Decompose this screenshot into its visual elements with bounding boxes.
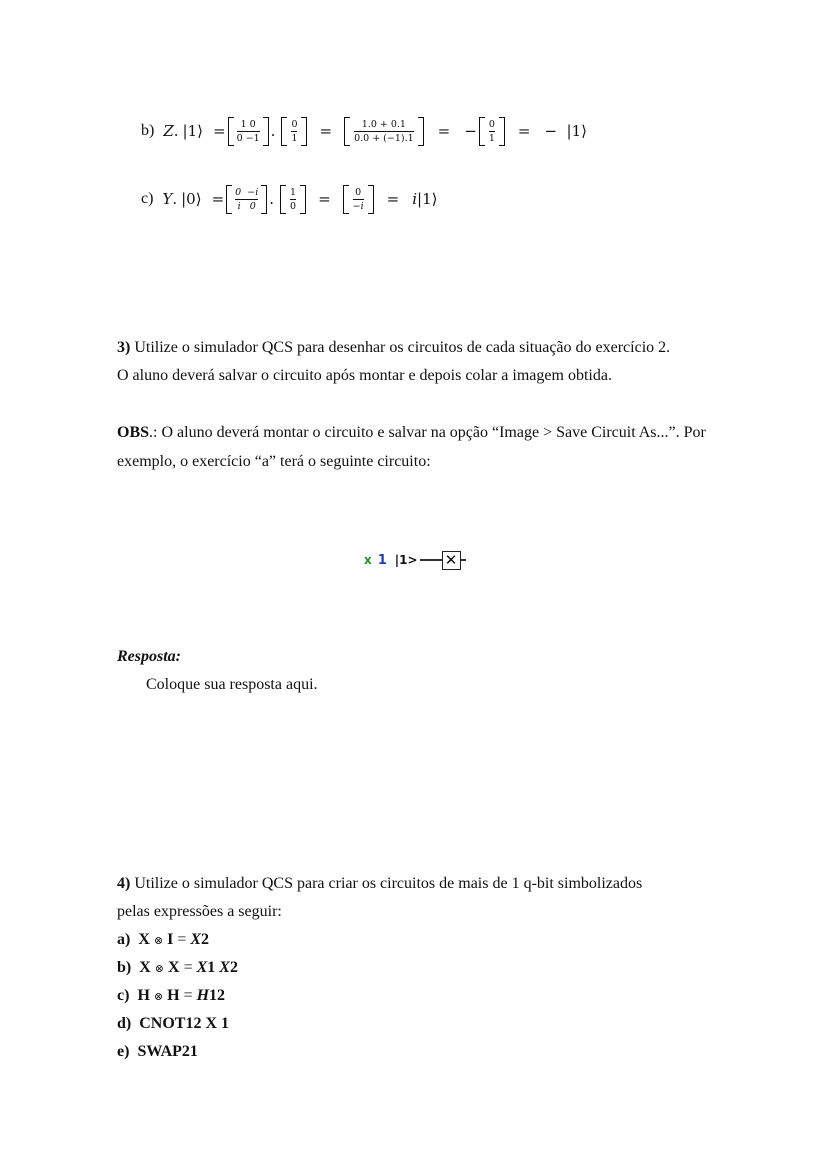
circuit-x-label: x <box>364 553 372 567</box>
vector-top: 0 <box>291 118 298 130</box>
equals-sign: = <box>437 122 451 140</box>
q4-line-2: pelas expressões a seguir: <box>117 903 282 920</box>
equals-sign: = <box>183 959 193 976</box>
equals-sign: = <box>318 190 331 208</box>
matrix-row-2: i 0 <box>237 200 256 212</box>
operator-x: X <box>139 959 151 976</box>
vector-bottom: 0 <box>290 200 297 212</box>
result-index: 2 <box>229 959 238 976</box>
equals-sign: = <box>183 987 193 1004</box>
z-matrix <box>228 117 269 146</box>
x-gate-icon <box>442 551 461 570</box>
result-operator: X <box>190 931 202 948</box>
ket-one: |1⟩ <box>182 122 203 140</box>
z-operator: Z <box>163 122 174 140</box>
equation-b <box>141 111 587 151</box>
y-matrix <box>226 185 267 214</box>
operator-i: I <box>167 931 174 948</box>
result-ket: |1⟩ <box>417 190 438 208</box>
vector-top: 0 <box>488 118 495 130</box>
q4-text: Utilize o simulador QCS para criar os circuitos de mais de 1 q-bit simbolizados <box>130 875 643 892</box>
equals-sign: = <box>319 122 333 140</box>
q4-item-c <box>117 986 225 1007</box>
circuit-wire <box>461 559 466 560</box>
product-vector <box>344 117 424 146</box>
equation-c <box>141 179 438 219</box>
vector-bottom: −i <box>352 200 364 212</box>
equals-sign: = <box>177 931 187 948</box>
q4-item-e <box>117 1042 198 1062</box>
q3-text: Utilize o simulador QCS para desenhar os circuitos de cada situação do exercício 2. <box>130 339 671 356</box>
result-index: 12 <box>209 987 226 1004</box>
operator-x: X <box>138 931 150 948</box>
ket-vector <box>281 117 307 146</box>
vector-top: 1 <box>290 186 297 198</box>
matrix-row-1: 0 −i <box>235 186 259 198</box>
result-operator: X <box>196 959 208 976</box>
item-label: e) <box>117 1043 130 1060</box>
item-text: SWAP21 <box>137 1043 198 1060</box>
dot-operator: . <box>269 190 275 208</box>
matrix-row-2: 0 −1 <box>236 132 260 144</box>
vector-top: 1.0 + 0.1 <box>361 118 406 130</box>
result-operator: H <box>196 987 210 1004</box>
tensor-product-icon: ⊗ <box>153 991 164 1003</box>
dot-operator: . <box>270 122 276 140</box>
q4-line-1 <box>117 874 642 894</box>
result-index: 2 <box>201 931 210 948</box>
result-vector <box>479 117 505 146</box>
imaginary-unit: i <box>412 190 418 208</box>
result-index: 1 <box>207 959 220 976</box>
obs-text: .: O aluno deverá montar o circuito e salvar na opção “Image > Save Circuit As...”. Por <box>149 424 706 441</box>
q4-item-a <box>117 930 209 951</box>
q4-item-d <box>117 1014 229 1034</box>
operator-x: X <box>168 959 180 976</box>
gate-symbol: ✕ <box>444 550 458 569</box>
dot-operator: . <box>172 190 178 208</box>
q3-line-1 <box>117 338 670 358</box>
y-operator: Y <box>162 190 173 208</box>
item-label-b: b) <box>141 122 155 139</box>
ket-vector <box>280 185 306 214</box>
result-operator: X <box>219 959 230 976</box>
q3-number: 3) <box>117 339 131 356</box>
result-ket: − |1⟩ <box>544 122 587 140</box>
circuit-example <box>364 548 466 572</box>
circuit-qubit-index: 1 <box>377 552 387 568</box>
equals-sign: = <box>517 122 531 140</box>
obs-label: OBS <box>117 424 150 441</box>
item-label: a) <box>117 931 131 948</box>
matrix-row-1: 1 0 <box>240 118 256 130</box>
result-vector <box>343 185 374 214</box>
q3-line-2: O aluno deverá salvar o circuito após montar e depois colar a imagem obtida. <box>117 367 612 384</box>
circuit-ket-label: |1> <box>394 553 418 567</box>
answer-label: Resposta: <box>117 648 181 665</box>
obs-line-2: exemplo, o exercício “a” terá o seguinte circuito: <box>117 453 431 470</box>
operator-h: H <box>137 987 150 1004</box>
item-label-c: c) <box>141 190 154 207</box>
ket-zero: |0⟩ <box>181 190 202 208</box>
equals-sign: = <box>386 190 400 208</box>
item-text: CNOT12 X 1 <box>139 1015 230 1032</box>
item-label: c) <box>117 987 130 1004</box>
vector-bottom: 0.0 + (−1).1 <box>354 132 414 144</box>
q4-number: 4) <box>117 875 131 892</box>
dot-operator: . <box>173 122 179 140</box>
minus-sign: − <box>464 122 477 140</box>
circuit-wire <box>420 559 442 560</box>
tensor-product-icon: ⊗ <box>154 963 165 975</box>
vector-top: 0 <box>355 186 362 198</box>
bracket-right <box>263 117 269 146</box>
obs-line-1 <box>117 423 706 443</box>
answer-placeholder[interactable]: Coloque sua resposta aqui. <box>146 676 318 693</box>
vector-bottom: 1 <box>488 132 495 144</box>
equals-sign: = <box>213 122 226 140</box>
item-label: b) <box>117 959 132 976</box>
tensor-product-icon: ⊗ <box>153 935 164 947</box>
operator-h: H <box>167 987 180 1004</box>
q4-item-b <box>117 958 238 979</box>
vector-bottom: 1 <box>291 132 298 144</box>
item-label: d) <box>117 1015 132 1032</box>
equals-sign: = <box>211 190 225 208</box>
